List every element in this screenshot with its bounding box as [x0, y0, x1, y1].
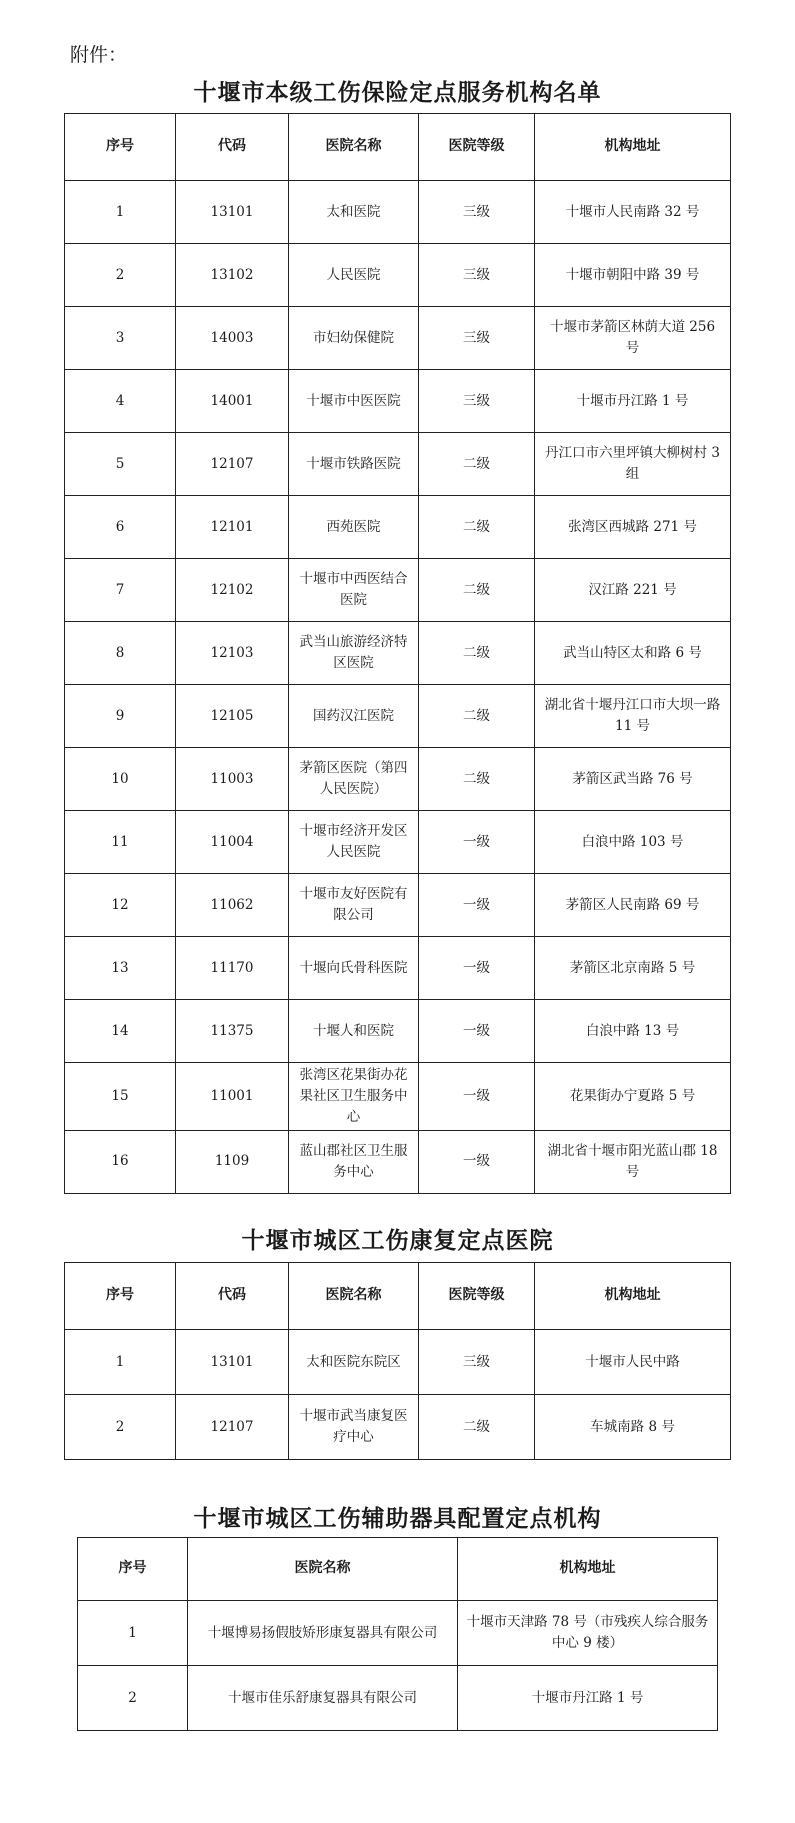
table-cell: 湖北省十堰市阳光蓝山郡 18 号 — [535, 1130, 731, 1193]
column-header: 医院等级 — [419, 1263, 535, 1330]
table-cell: 二级 — [419, 433, 535, 496]
table-cell: 太和医院 — [289, 181, 419, 244]
table-cell: 12102 — [176, 559, 289, 622]
table-cell: 1 — [65, 1330, 176, 1395]
table-cell: 13 — [65, 937, 176, 1000]
table-row — [65, 937, 731, 1000]
table-cell: 十堰市茅箭区林荫大道 256 号 — [535, 307, 731, 370]
table-row — [65, 181, 731, 244]
table-cell: 二级 — [419, 559, 535, 622]
column-header: 医院名称 — [289, 1263, 419, 1330]
table-row — [65, 559, 731, 622]
table-cell: 湖北省十堰丹江口市大坝一路 11 号 — [535, 685, 731, 748]
column-header: 序号 — [65, 1263, 176, 1330]
table-header-row — [65, 114, 731, 181]
table-cell: 10 — [65, 748, 176, 811]
table-row — [65, 1000, 731, 1063]
designated-service-table — [64, 113, 731, 1194]
table-cell: 丹江口市六里坪镇大柳树村 3 组 — [535, 433, 731, 496]
table-cell: 二级 — [419, 622, 535, 685]
attachment-label: 附件： — [70, 44, 128, 66]
column-header: 代码 — [176, 1263, 289, 1330]
table-cell: 2 — [65, 244, 176, 307]
table-cell: 白浪中路 13 号 — [535, 1000, 731, 1063]
table-cell: 12103 — [176, 622, 289, 685]
table-row — [65, 1130, 731, 1193]
table-cell: 十堰向氏骨科医院 — [289, 937, 419, 1000]
table-cell: 十堰市人民南路 32 号 — [535, 181, 731, 244]
table-cell: 一级 — [419, 1000, 535, 1063]
table-cell: 14003 — [176, 307, 289, 370]
table-body — [65, 181, 731, 1194]
table-cell: 蓝山郡社区卫生服务中心 — [289, 1130, 419, 1193]
table-cell: 8 — [65, 622, 176, 685]
table-cell: 12101 — [176, 496, 289, 559]
table-row — [65, 244, 731, 307]
table-cell: 14 — [65, 1000, 176, 1063]
table-cell: 三级 — [419, 181, 535, 244]
table-row — [65, 622, 731, 685]
table-cell: 1 — [78, 1601, 188, 1666]
table-cell: 6 — [65, 496, 176, 559]
table-cell: 15 — [65, 1063, 176, 1131]
table-cell: 十堰市佳乐舒康复器具有限公司 — [188, 1666, 458, 1731]
assistive-device-table — [77, 1537, 718, 1731]
table-cell: 三级 — [419, 244, 535, 307]
table-cell: 茅箭区人民南路 69 号 — [535, 874, 731, 937]
table-cell: 市妇幼保健院 — [289, 307, 419, 370]
table-cell: 一级 — [419, 1063, 535, 1131]
column-header: 机构地址 — [535, 1263, 731, 1330]
table-cell: 12107 — [176, 433, 289, 496]
table-row — [65, 433, 731, 496]
table2-title: 十堰市城区工伤康复定点医院 — [241, 1227, 554, 1254]
column-header: 机构地址 — [535, 114, 731, 181]
table-row — [65, 370, 731, 433]
table-cell: 1 — [65, 181, 176, 244]
table-cell: 茅箭区武当路 76 号 — [535, 748, 731, 811]
column-header: 代码 — [176, 114, 289, 181]
table-cell: 2 — [65, 1395, 176, 1460]
table-cell: 11001 — [176, 1063, 289, 1131]
table-cell: 3 — [65, 307, 176, 370]
column-header: 序号 — [65, 114, 176, 181]
table-row — [65, 874, 731, 937]
table-cell: 十堰人和医院 — [289, 1000, 419, 1063]
table-cell: 三级 — [419, 1330, 535, 1395]
column-header: 医院名称 — [289, 114, 419, 181]
table-row — [78, 1666, 718, 1731]
table-cell: 16 — [65, 1130, 176, 1193]
table-cell: 2 — [78, 1666, 188, 1731]
table-body — [78, 1601, 718, 1731]
table-cell: 白浪中路 103 号 — [535, 811, 731, 874]
table-cell: 5 — [65, 433, 176, 496]
table-cell: 国药汉江医院 — [289, 685, 419, 748]
table-cell: 二级 — [419, 496, 535, 559]
table-cell: 十堰市人民中路 — [535, 1330, 731, 1395]
table-cell: 张湾区西城路 271 号 — [535, 496, 731, 559]
column-header: 序号 — [78, 1538, 188, 1601]
table-cell: 十堰市中医医院 — [289, 370, 419, 433]
table-cell: 11004 — [176, 811, 289, 874]
table-body — [65, 1330, 731, 1460]
table-cell: 车城南路 8 号 — [535, 1395, 731, 1460]
table-cell: 太和医院东院区 — [289, 1330, 419, 1395]
column-header: 机构地址 — [458, 1538, 718, 1601]
table-cell: 一级 — [419, 937, 535, 1000]
table-cell: 11375 — [176, 1000, 289, 1063]
table-cell: 1109 — [176, 1130, 289, 1193]
table-cell: 西苑医院 — [289, 496, 419, 559]
table-cell: 十堰市武当康复医疗中心 — [289, 1395, 419, 1460]
rehab-hospital-table — [64, 1262, 731, 1460]
table-cell: 11003 — [176, 748, 289, 811]
table-cell: 十堰市经济开发区人民医院 — [289, 811, 419, 874]
table-cell: 十堰市天津路 78 号（市残疾人综合服务中心 9 楼） — [458, 1601, 718, 1666]
table1-title: 十堰市本级工伤保险定点服务机构名单 — [193, 79, 602, 106]
table-cell: 十堰博易扬假肢矫形康复器具有限公司 — [188, 1601, 458, 1666]
table-row — [65, 748, 731, 811]
table-cell: 人民医院 — [289, 244, 419, 307]
table-cell: 12105 — [176, 685, 289, 748]
table-row — [65, 685, 731, 748]
table-cell: 13101 — [176, 1330, 289, 1395]
table-cell: 13101 — [176, 181, 289, 244]
table-cell: 11062 — [176, 874, 289, 937]
table-cell: 二级 — [419, 748, 535, 811]
table-cell: 花果街办宁夏路 5 号 — [535, 1063, 731, 1131]
table-cell: 7 — [65, 559, 176, 622]
table-cell: 茅箭区医院（第四人民医院） — [289, 748, 419, 811]
table-cell: 13102 — [176, 244, 289, 307]
table-cell: 4 — [65, 370, 176, 433]
table-cell: 三级 — [419, 307, 535, 370]
table-row — [65, 307, 731, 370]
table-cell: 11170 — [176, 937, 289, 1000]
table-cell: 11 — [65, 811, 176, 874]
table3-title: 十堰市城区工伤辅助器具配置定点机构 — [193, 1505, 602, 1532]
table-cell: 14001 — [176, 370, 289, 433]
table-cell: 二级 — [419, 685, 535, 748]
table-cell: 一级 — [419, 1130, 535, 1193]
table-row — [78, 1601, 718, 1666]
table-header-row — [78, 1538, 718, 1601]
table-cell: 十堰市丹江路 1 号 — [458, 1666, 718, 1731]
table-cell: 12107 — [176, 1395, 289, 1460]
table-cell: 汉江路 221 号 — [535, 559, 731, 622]
column-header: 医院等级 — [419, 114, 535, 181]
table-cell: 十堰市朝阳中路 39 号 — [535, 244, 731, 307]
table-cell: 十堰市中西医结合医院 — [289, 559, 419, 622]
table-cell: 武当山特区太和路 6 号 — [535, 622, 731, 685]
table-row — [65, 811, 731, 874]
table-cell: 二级 — [419, 1395, 535, 1460]
column-header: 医院名称 — [188, 1538, 458, 1601]
table-row — [65, 496, 731, 559]
table-cell: 武当山旅游经济特区医院 — [289, 622, 419, 685]
table-cell: 茅箭区北京南路 5 号 — [535, 937, 731, 1000]
table-cell: 张湾区花果街办花果社区卫生服务中心 — [289, 1063, 419, 1131]
table-row — [65, 1063, 731, 1131]
table-cell: 三级 — [419, 370, 535, 433]
table-cell: 十堰市友好医院有限公司 — [289, 874, 419, 937]
table-row — [65, 1330, 731, 1395]
table-cell: 9 — [65, 685, 176, 748]
table-cell: 十堰市铁路医院 — [289, 433, 419, 496]
table-cell: 一级 — [419, 874, 535, 937]
table-row — [65, 1395, 731, 1460]
table-cell: 十堰市丹江路 1 号 — [535, 370, 731, 433]
table-header-row — [65, 1263, 731, 1330]
table-cell: 12 — [65, 874, 176, 937]
table-cell: 一级 — [419, 811, 535, 874]
